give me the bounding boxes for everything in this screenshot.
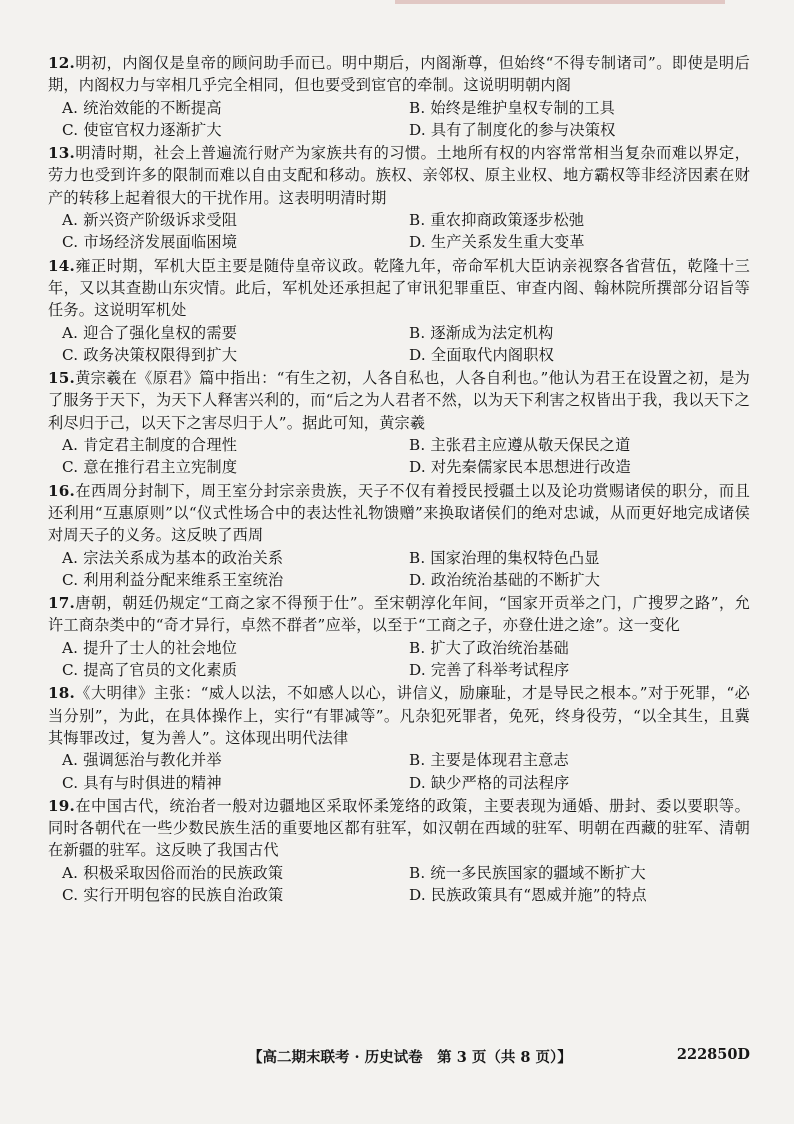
question-19 <box>48 795 750 906</box>
option-c: C. 利用利益分配来维系王室统治 <box>62 570 284 589</box>
option-c: C. 政务决策权限得到扩大 <box>62 345 238 364</box>
question-text: 在中国古代，统治者一般对边疆地区采取怀柔笼络的政策，主要表现为通婚、册封、委以要职等。同时各朝代在一些少数民族生活的重要地区都有驻军，如汉朝在西域的驻军、明朝在西藏的驻军、清朝在新疆的驻军。这反映了我国古代 <box>48 796 750 860</box>
option-b: B. 始终是维护皇权专制的工具 <box>409 98 616 117</box>
question-number: 12. <box>48 54 76 72</box>
question-text: 《大明律》主张：“威人以法，不如感人以心，讲信义，励廉耻，才是导民之根本。”对于死罪，“必当分别”，为此，在具体操作上，实行“有罪减等”。凡杂犯死罪者，免死，终身役劳，“以全其生，且冀其悔罪改过，复为善人”。这体现出明代法律 <box>48 684 750 747</box>
option-b: B. 统一多民族国家的疆域不断扩大 <box>409 863 646 882</box>
option-c: C. 市场经济发展面临困境 <box>62 233 238 252</box>
option-a: A. 新兴资产阶级诉求受阻 <box>62 211 238 230</box>
options <box>48 637 750 682</box>
option-d: D. 全面取代内阁职权 <box>409 345 554 364</box>
question-number: 14. <box>48 256 76 275</box>
question-number: 13. <box>48 144 76 163</box>
option-d: D. 具有了制度化的参与决策权 <box>409 120 616 139</box>
question-text: 明初，内阁仅是皇帝的顾问助手而已。明中期后，内阁渐尊，但始终“不得专制诸司”。即使是明后期，内阁权力与宰相几乎完全相同，但也要受到宦官的牵制。这说明明朝内阁 <box>48 54 750 95</box>
top-edge-mark <box>395 0 725 4</box>
question-number: 19. <box>48 796 76 815</box>
option-b: B. 主要是体现君主意志 <box>409 751 569 770</box>
option-c: C. 实行开明包容的民族自治政策 <box>62 885 284 904</box>
question-stem <box>48 52 750 97</box>
options <box>48 434 750 479</box>
question-15 <box>48 367 750 478</box>
question-text: 黄宗羲在《原君》篇中指出：“有生之初，人各自私也，人各自利也。”他认为君王在设置之初，是为了服务于天下，为天下人释害兴利的，而“后之为人君者不然，以为天下利害之权皆出于我，我以天下之利尽归于己，以天下之害尽归于人”。据此可知，黄宗羲 <box>48 369 750 432</box>
question-stem <box>48 682 750 749</box>
question-text: 唐朝，朝廷仍规定“工商之家不得预于仕”。至宋朝淳化年间，“国家开贡举之门，广搜罗之路”，允许工商杂类中的“奇才异行，卓然不群者”应举，以至于“工商之子，亦登仕进之途”。这一变化 <box>48 594 750 635</box>
option-a: A. 宗法关系成为基本的政治关系 <box>62 548 284 567</box>
option-d: D. 民族政策具有“恩威并施”的特点 <box>409 885 647 904</box>
question-stem <box>48 592 750 637</box>
question-text: 雍正时期，军机大臣主要是随侍皇帝议政。乾隆九年，帝命军机大臣讷亲视察各省营伍，乾隆十三年，又以其查勘山东灾情。此后，军机处还承担起了审讯犯罪重臣、审查内阁、翰林院所撰部分诏旨等任务。这说明军机处 <box>48 256 750 320</box>
question-stem <box>48 255 750 322</box>
option-d: D. 政治统治基础的不断扩大 <box>409 570 601 589</box>
option-c: C. 具有与时俱进的精神 <box>62 773 222 792</box>
option-c: C. 使宦官权力逐渐扩大 <box>62 120 222 139</box>
options <box>48 862 750 907</box>
option-d: D. 缺少严格的司法程序 <box>409 773 570 792</box>
question-text: 明清时期，社会上普遍流行财产为家族共有的习惯。土地所有权的内容常常相当复杂而难以界定，劳力也受到许多的限制而难以自由支配和移动。族权、亲邻权、原主业权、地方霸权等非经济因素在财产的转移上起着很大的干扰作用。这表明明清时期 <box>48 144 750 207</box>
option-a: A. 积极采取因俗而治的民族政策 <box>62 863 284 882</box>
question-number: 16. <box>48 481 76 500</box>
question-stem <box>48 142 750 209</box>
question-13 <box>48 142 750 253</box>
paper-code: 222850D <box>676 1046 750 1063</box>
exam-page <box>48 52 750 907</box>
option-b: B. 逐渐成为法定机构 <box>409 323 554 342</box>
question-16 <box>48 480 750 591</box>
question-18 <box>48 682 750 793</box>
question-14 <box>48 255 750 366</box>
option-d: D. 对先秦儒家民本思想进行改造 <box>409 458 631 477</box>
option-b: B. 重农抑商政策逐步松弛 <box>409 211 585 230</box>
option-a: A. 强调惩治与教化并举 <box>62 751 222 770</box>
option-b: B. 国家治理的集权特色凸显 <box>409 548 600 567</box>
option-b: B. 扩大了政治统治基础 <box>409 638 569 657</box>
options <box>48 749 750 794</box>
question-number: 15. <box>48 369 76 388</box>
option-b: B. 主张君主应遵从敬天保民之道 <box>409 436 631 455</box>
options <box>48 97 750 142</box>
option-a: A. 提升了士人的社会地位 <box>62 638 238 657</box>
question-stem <box>48 367 750 434</box>
options <box>48 209 750 254</box>
question-12 <box>48 52 750 141</box>
question-stem <box>48 795 750 862</box>
option-a: A. 迎合了强化皇权的需要 <box>62 323 238 342</box>
question-stem <box>48 480 750 547</box>
option-a: A. 肯定君主制度的合理性 <box>62 436 238 455</box>
question-number: 17. <box>48 594 76 613</box>
question-17 <box>48 592 750 681</box>
option-c: C. 提高了官员的文化素质 <box>62 661 238 680</box>
options <box>48 322 750 367</box>
question-number: 18. <box>48 684 76 703</box>
option-d: D. 生产关系发生重大变革 <box>409 233 585 252</box>
option-a: A. 统治效能的不断提高 <box>62 98 222 117</box>
footer-label: 【高二期末联考 · 历史试卷 第 3 页（共 8 页）】 <box>248 1049 572 1066</box>
option-c: C. 意在推行君主立宪制度 <box>62 458 238 477</box>
options <box>48 547 750 592</box>
option-d: D. 完善了科举考试程序 <box>409 661 570 680</box>
question-text: 在西周分封制下，周王室分封宗亲贵族，天子不仅有着授民授疆土以及论功赏赐诸侯的职分，而且还利用“互惠原则”以“仪式性场合中的表达性礼物馈赠”来换取诸侯们的绝对忠诚，从而更好地完成诸侯对周天子的义务。这反映了西周 <box>48 481 750 545</box>
